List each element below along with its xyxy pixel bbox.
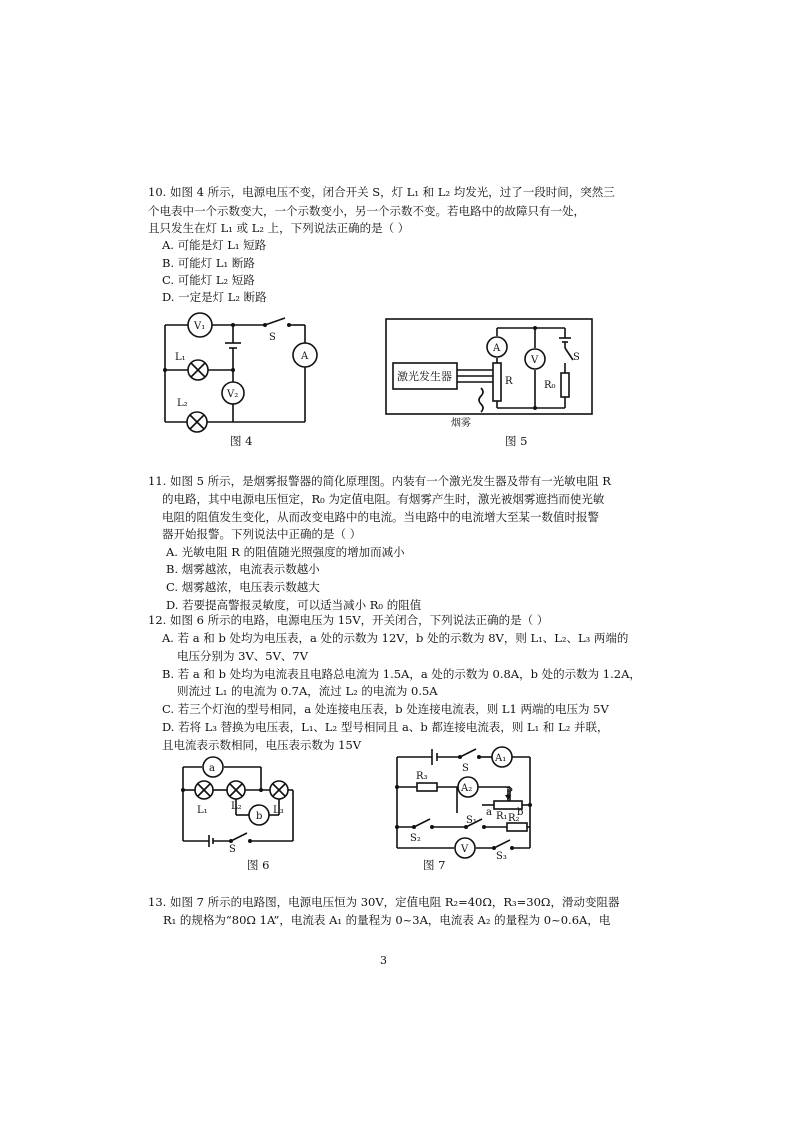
fig7-p-label: P: [506, 787, 513, 798]
q12-stem: 12. 如图 6 所示的电路，电源电压为 15V，开关闭合，下列说法正确的是（ ）: [148, 613, 549, 627]
fig7-r3-label: R₃: [416, 771, 428, 782]
q11-option-c: C. 烟雾越浓，电压表示数越大: [166, 580, 320, 594]
fig7-s3-label: S₃: [496, 851, 507, 861]
figure-6-caption: 图 6: [247, 858, 270, 872]
q10-option-d: D. 一定是灯 L₂ 断路: [162, 290, 267, 304]
fig6-b-label: b: [256, 811, 263, 822]
q12-option-d-line1: D. 若将 L₃ 替换为电压表，L₁、L₂ 型号相同且 a、b 都连接电流表，则 L₁ 和 L₂ 并联，: [162, 720, 609, 734]
fig6-l1-label: L₁: [197, 805, 208, 816]
fig6-a-label: a: [209, 763, 215, 774]
fig5-r-label: R: [505, 376, 513, 387]
figure-5-caption: 图 5: [505, 434, 528, 448]
fig7-s-label: S: [462, 763, 469, 774]
fig7-b-label: b: [517, 807, 524, 818]
q12-option-a-line1: A. 若 a 和 b 处均为电压表，a 处的示数为 12V，b 处的示数为 8V，则 L₁、L₂、L₃ 两端的: [162, 631, 629, 645]
fig4-v2-label: V₂: [227, 389, 239, 400]
q11-stem-line4: 器开始报警。下列说法中正确的是（ ）: [162, 527, 362, 541]
q10-stem-line1: 10. 如图 4 所示，电源电压不变，闭合开关 S，灯 L₁ 和 L₂ 均发光，过了一段时间，突然三: [148, 185, 615, 199]
fig4-l1-label: L₁: [175, 352, 186, 363]
fig7-s2-label: S₂: [410, 833, 421, 844]
q10-stem-line3: 且只发生在灯 L₁ 或 L₂ 上，下列说法正确的是（ ）: [148, 221, 410, 235]
figure-5-circuit: [385, 318, 595, 430]
q10-option-a: A. 可能是灯 L₁ 短路: [162, 238, 267, 252]
fig5-switch-label: S: [573, 352, 580, 363]
fig6-l3-label: L₃: [273, 805, 284, 816]
q10-stem-line2: 个电表中一个示数变大，一个示数变小，另一个示数不变。若电路中的故障只有一处，: [148, 204, 585, 218]
fig4-switch-label: S: [269, 332, 276, 343]
q11-stem-line3: 电阻的阻值发生变化，从而改变电路中的电流。当电路中的电流增大至某一数值时报警: [162, 510, 599, 524]
fig6-l2-label: L₂: [231, 801, 242, 812]
fig5-a-label: A: [493, 343, 501, 354]
fig7-s1-label: S₁: [466, 815, 477, 826]
fig7-v-label: V: [461, 844, 469, 855]
figure-4-circuit: [155, 310, 330, 435]
fig4-l2-label: L₂: [177, 398, 188, 409]
fig4-v1-label: V₁: [194, 321, 206, 332]
q12-option-b-line2: 则流过 L₁ 的电流为 0.7A，流过 L₂ 的电流为 0.5A: [177, 684, 438, 698]
fig7-a-label: a: [486, 807, 492, 818]
q13-stem-line1: 13. 如图 7 所示的电路图，电源电压恒为 30V，定值电阻 R₂=40Ω，R₃=30Ω，滑动变阻器: [148, 895, 620, 909]
page-number: 3: [380, 954, 387, 967]
fig7-a1-label: A₁: [495, 753, 507, 764]
q11-option-d: D. 若要提高警报灵敏度，可以适当减小 R₀ 的阻值: [166, 598, 422, 612]
fig6-switch-label: S: [229, 844, 236, 853]
fig5-laser-label: 激光发生器: [397, 370, 452, 383]
q10-option-b: B. 可能灯 L₁ 断路: [162, 256, 255, 270]
figure-6-circuit: [175, 753, 300, 853]
fig5-v-label: V: [531, 355, 539, 366]
q12-option-c: C. 若三个灯泡的型号相同，a 处连接电压表，b 处连接电流表，则 L1 两端的电压为 5V: [162, 702, 609, 716]
q11-option-b: B. 烟雾越浓，电流表示数越小: [166, 562, 320, 576]
q10-option-c: C. 可能灯 L₂ 短路: [162, 273, 255, 287]
fig7-a2-label: A₂: [461, 783, 473, 794]
q13-stem-line2: R₁ 的规格为“80Ω 1A”，电流表 A₁ 的量程为 0~3A，电流表 A₂ 的量程为 0~0.6A，电: [163, 913, 611, 927]
q11-stem-line1: 11. 如图 5 所示，是烟雾报警器的简化原理图。内装有一个激光发生器及带有一光敏电阻 R: [148, 474, 611, 488]
fig4-a-label: A: [301, 351, 309, 362]
q11-option-a: A. 光敏电阻 R 的阻值随光照强度的增加而减小: [166, 545, 405, 559]
q12-option-b-line1: B. 若 a 和 b 处均为电流表且电路总电流为 1.5A，a 处的示数为 0.8A，b 处的示数为 1.2A，: [162, 667, 641, 681]
q12-option-a-line2: 电压分别为 3V、5V、7V: [177, 649, 309, 663]
fig5-r0-label: R₀: [544, 380, 556, 391]
figure-4-caption: 图 4: [230, 434, 253, 448]
fig7-r2-label: R₂: [508, 813, 520, 824]
fig7-r1-label: R₁: [496, 811, 508, 822]
q12-option-d-line2: 且电流表示数相同，电压表示数为 15V: [162, 738, 362, 752]
figure-7-circuit: [382, 743, 542, 861]
q11-stem-line2: 的电路，其中电源电压恒定，R₀ 为定值电阻。有烟雾产生时，激光被烟雾遮挡而使光敏: [162, 492, 605, 506]
fig5-smoke-label: 烟雾: [451, 418, 471, 429]
figure-7-caption: 图 7: [423, 858, 446, 872]
